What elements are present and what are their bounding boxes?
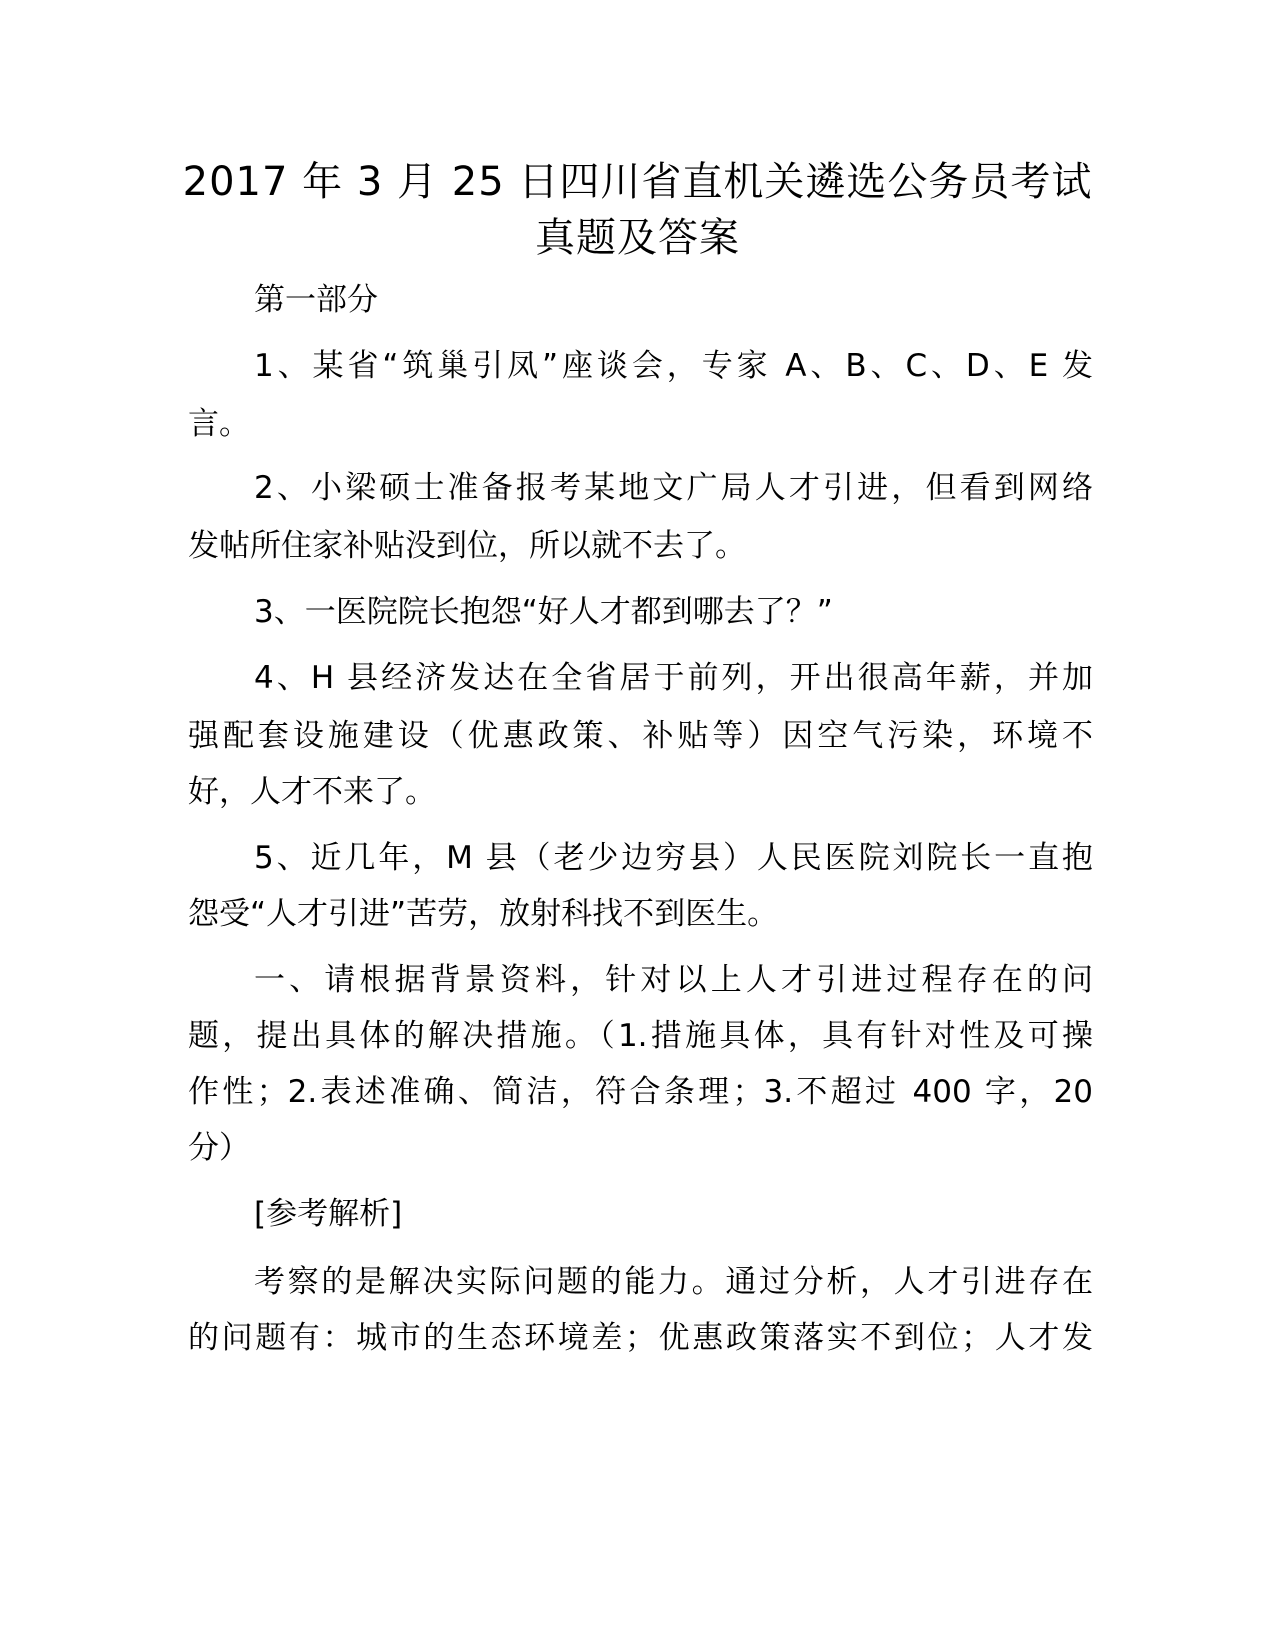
paragraph-line: 好，人才不来了。 [188, 774, 436, 810]
paragraph-line: 5、近几年，M 县（老少边穷县）人民医院刘院长一直抱 [254, 840, 1093, 876]
paragraph-line: 分） [188, 1130, 250, 1166]
paragraph-line: 发帖所住家补贴没到位，所以就不去了。 [188, 528, 746, 564]
section-heading: [参考解析] [254, 1196, 403, 1232]
paragraph-line: 一、请根据背景资料，针对以上人才引进过程存在的问 [254, 962, 1093, 998]
paragraph-line: 题，提出具体的解决措施。（1.措施具体，具有针对性及可操 [188, 1018, 1093, 1054]
paragraph-line: 作性；2.表述准确、简洁，符合条理；3.不超过 400 字，20 [188, 1074, 1093, 1110]
paragraph-line: 的问题有：城市的生态环境差；优惠政策落实不到位；人才发 [188, 1320, 1093, 1356]
section-heading: 第一部分 [254, 282, 378, 318]
paragraph-line: 1、某省“筑巢引凤”座谈会，专家 A、B、C、D、E 发 [254, 348, 1093, 384]
paragraph-line: 4、H 县经济发达在全省居于前列，开出很高年薪，并加 [254, 660, 1093, 696]
paragraph-line: 2、小梁硕士准备报考某地文广局人才引进，但看到网络 [254, 470, 1093, 506]
document-title-line-2: 真题及答案 [535, 215, 740, 261]
paragraph-line: 3、一医院院长抱怨“好人才都到哪去了？” [254, 594, 833, 630]
paragraph-line: 怨受“人才引进”苦劳，放射科找不到医生。 [188, 896, 779, 932]
paragraph-line: 强配套设施建设（优惠政策、补贴等）因空气污染，环境不 [188, 718, 1093, 754]
paragraph-line: 言。 [188, 406, 250, 442]
document-title-line-1: 2017 年 3 月 25 日四川省直机关遴选公务员考试 [182, 159, 1093, 205]
paragraph-line: 考察的是解决实际问题的能力。通过分析，人才引进存在 [254, 1264, 1093, 1300]
